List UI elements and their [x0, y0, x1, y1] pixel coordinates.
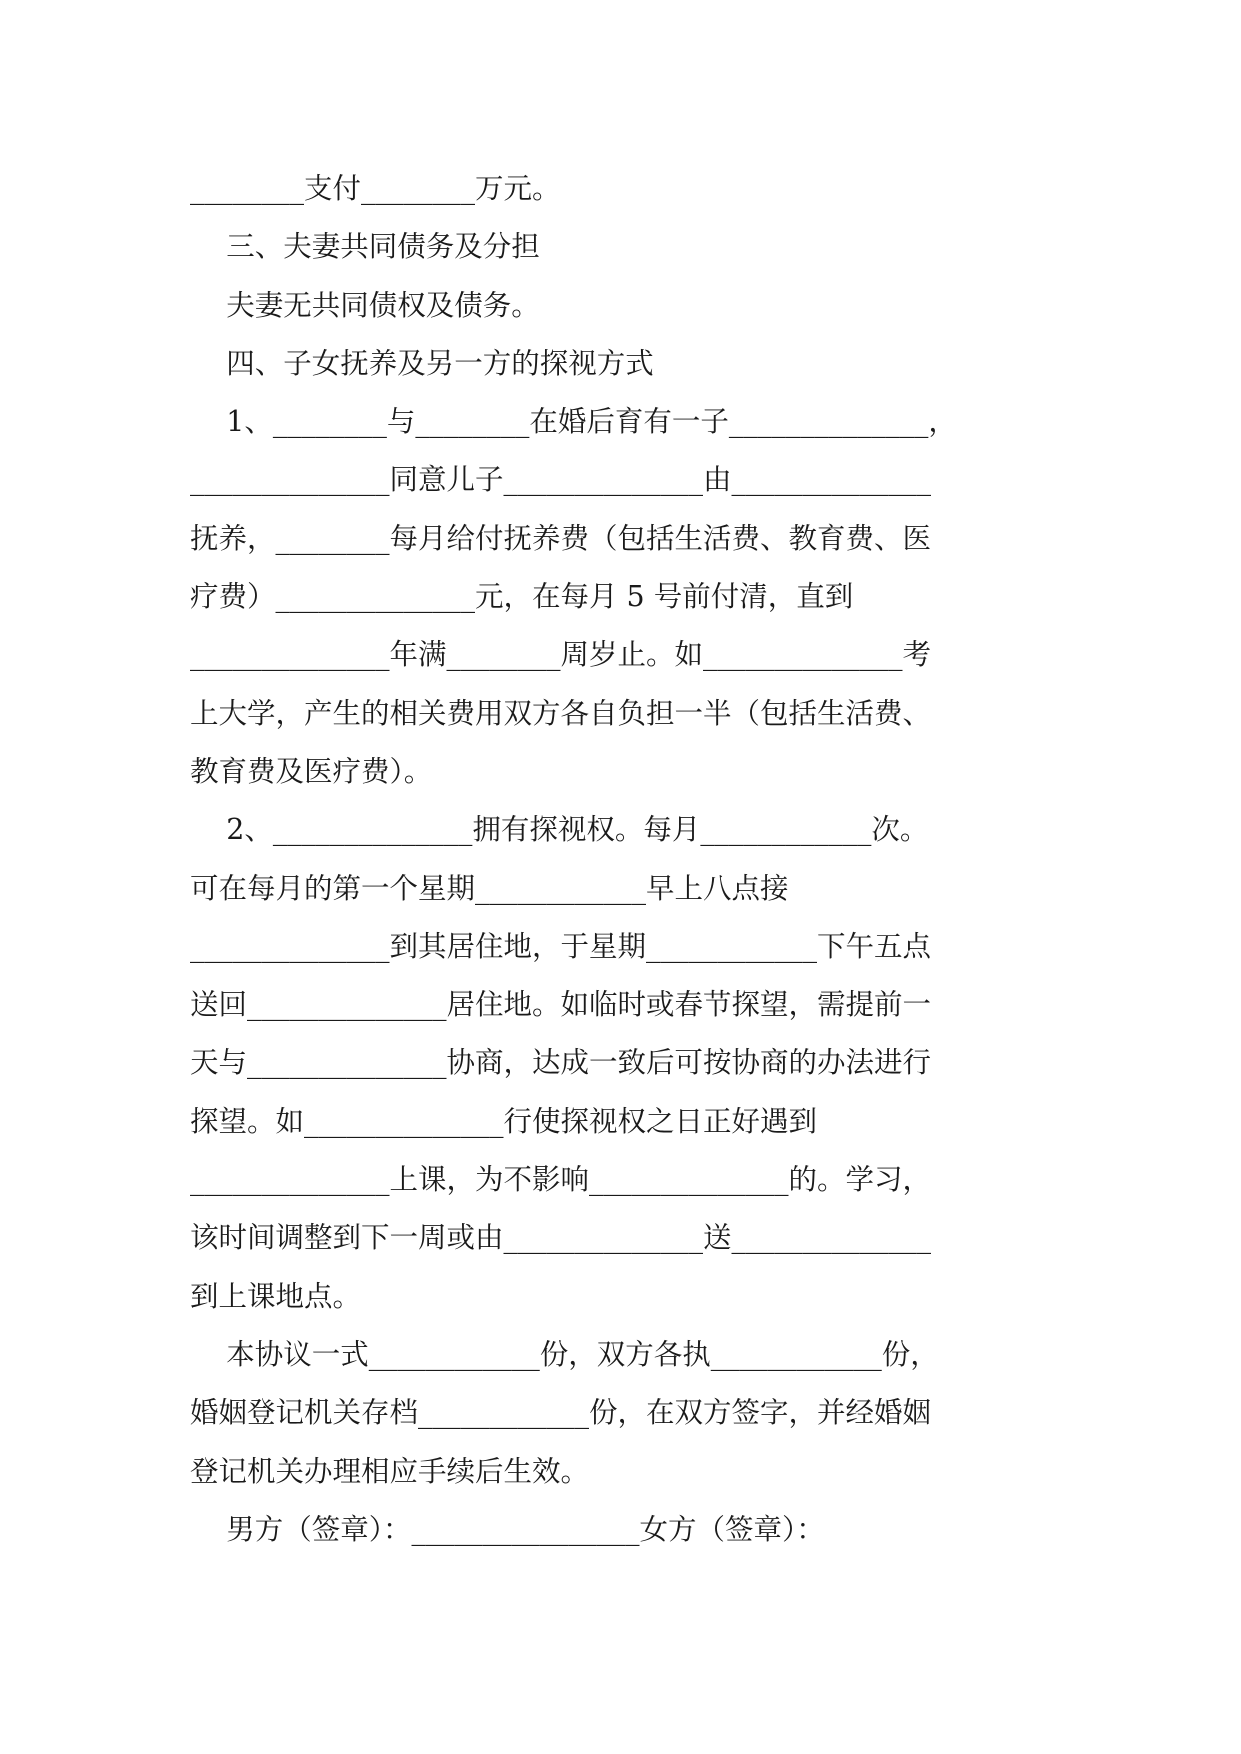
text-line: 2、______________拥有探视权。每月____________次。 [190, 813, 929, 847]
text-line: 教育费及医疗费）。 [190, 754, 433, 788]
section-heading-debts: 三、夫妻共同债务及分担 [190, 230, 540, 264]
text-line: 送回______________居住地。如临时或春节探望，需提前一 [190, 988, 932, 1022]
text-line: ______________上课，为不影响______________的。学习， [190, 1163, 932, 1197]
text-line: 到上课地点。 [190, 1279, 362, 1313]
text-line: 登记机关办理相应手续后生效。 [190, 1454, 590, 1488]
text-line: 上大学，产生的相关费用双方各自负担一半（包括生活费、 [190, 696, 932, 730]
text-line: ______________到其居住地，于星期____________下午五点 [190, 929, 932, 963]
text-line: ______________同意儿子______________由______________ [190, 463, 932, 497]
text-line: 该时间调整到下一周或由______________送______________ [190, 1221, 932, 1255]
section-heading-child-custody: 四、子女抚养及另一方的探视方式 [190, 346, 654, 380]
text-line: ________支付________万元。 [190, 172, 561, 205]
text-line: 婚姻登记机关存档____________份，在双方签字，并经婚姻 [190, 1396, 932, 1430]
signature-line: 男方（签章）：________________女方（签章）： [190, 1512, 825, 1546]
text-line: ______________年满________周岁止。如______________考 [190, 638, 932, 672]
document-body [190, 160, 1060, 1559]
text-line: 本协议一式____________份，双方各执____________份， [190, 1337, 939, 1371]
text-line: 夫妻无共同债权及债务。 [190, 288, 540, 322]
text-line: 天与______________协商，达成一致后可按协商的办法进行 [190, 1046, 932, 1080]
text-line: 疗费）______________元，在每月 5 号前付清，直到 [190, 580, 854, 614]
text-line: 1、________与________在婚后育有一子______________， [190, 405, 957, 439]
text-line: 探望。如______________行使探视权之日正好遇到 [190, 1104, 818, 1138]
text-line: 可在每月的第一个星期____________早上八点接 [190, 871, 789, 905]
text-line: 抚养，________每月给付抚养费（包括生活费、教育费、医 [190, 521, 932, 555]
